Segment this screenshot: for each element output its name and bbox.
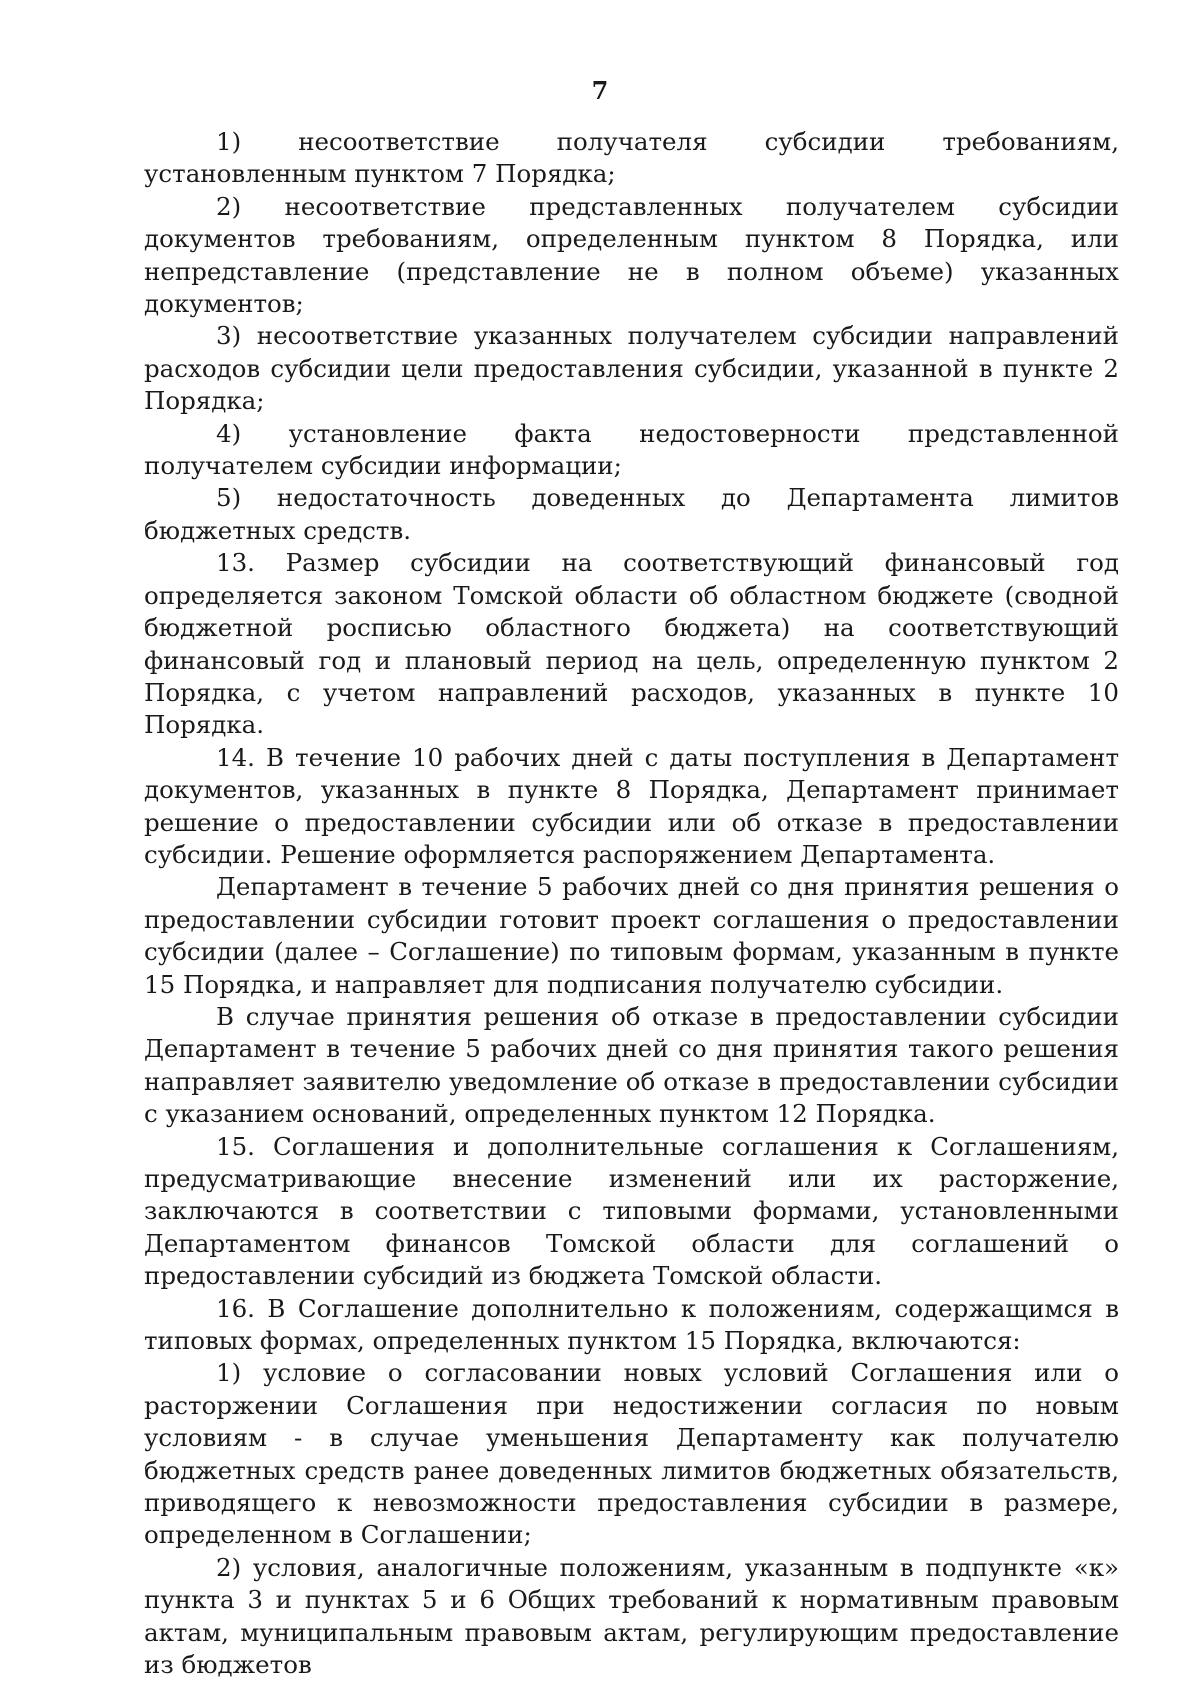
paragraph: В случае принятия решения об отказе в предоставлении субсидии Департамент в течение 5 рабочих дней со дня принятия такого решения направляет заявителю уведомление об отказе в предоставлении субсидии с указанием оснований, определенных пунктом 12 Порядка. bbox=[144, 1001, 1119, 1129]
paragraph: 2) несоответствие представленных получателем субсидии документов требованиям, определенным пунктом 8 Порядка, или непредставление (представление не в полном объеме) указанных документов; bbox=[144, 191, 1119, 319]
paragraph: 1) условие о согласовании новых условий Соглашения или о расторжении Соглашения при недостижении согласия по новым условиям - в случае уменьшения Департаменту как получателю бюджетных средств ранее доведенных лимитов бюджетных обязательств, приводящего к невозможности предоставления субсидии в размере, определенном в Соглашении; bbox=[144, 1358, 1119, 1550]
document-body bbox=[144, 126, 1119, 1682]
paragraph: 1) несоответствие получателя субсидии требованиям, установленным пунктом 7 Порядка; bbox=[144, 127, 1119, 189]
page-number: 7 bbox=[591, 76, 609, 105]
paragraph: 13. Размер субсидии на соответствующий финансовый год определяется законом Томской области об областном бюджете (сводной бюджетной росписью областного бюджета) на соответствующий финансовый год и плановый период на цель, определенную пунктом 2 Порядка, с учетом направлений расходов, указанных в пункте 10 Порядка. bbox=[144, 548, 1119, 740]
paragraph: 5) недостаточность доведенных до Департамента лимитов бюджетных средств. bbox=[144, 483, 1119, 545]
paragraph: 15. Соглашения и дополнительные соглашения к Соглашениям, предусматривающие внесение изменений или их расторжение, заключаются в соответствии с типовыми формами, установленными Департаментом финансов Томской области для соглашений о предоставлении субсидий из бюджета Томской области. bbox=[144, 1131, 1119, 1291]
paragraph: 2) условия, аналогичные положениям, указанным в подпункте «к» пункта 3 и пунктах 5 и 6 Общих требований к нормативным правовым актам, муниципальным правовым актам, регулирующим предоставление из бюджетов bbox=[144, 1552, 1119, 1680]
paragraph: Департамент в течение 5 рабочих дней со дня принятия решения о предоставлении субсидии готовит проект соглашения о предоставлении субсидии (далее – Соглашение) по типовым формам, указанным в пункте 15 Порядка, и направляет для подписания получателю субсидии. bbox=[144, 872, 1119, 999]
paragraph: 16. В Соглашение дополнительно к положениям, содержащимся в типовых формах, определенных пунктом 15 Порядка, включаются: bbox=[144, 1293, 1119, 1356]
paragraph: 3) несоответствие указанных получателем субсидии направлений расходов субсидии цели предоставления субсидии, указанной в пункте 2 Порядка; bbox=[144, 321, 1119, 416]
paragraph: 14. В течение 10 рабочих дней с даты поступления в Департамент документов, указанных в пункте 8 Порядка, Департамент принимает решение о предоставлении субсидии или об отказе в предоставлении субсидии. Решение оформляется распоряжением Департамента. bbox=[144, 742, 1119, 869]
paragraph: 4) установление факта недостоверности представленной получателем субсидии информации; bbox=[144, 418, 1119, 481]
